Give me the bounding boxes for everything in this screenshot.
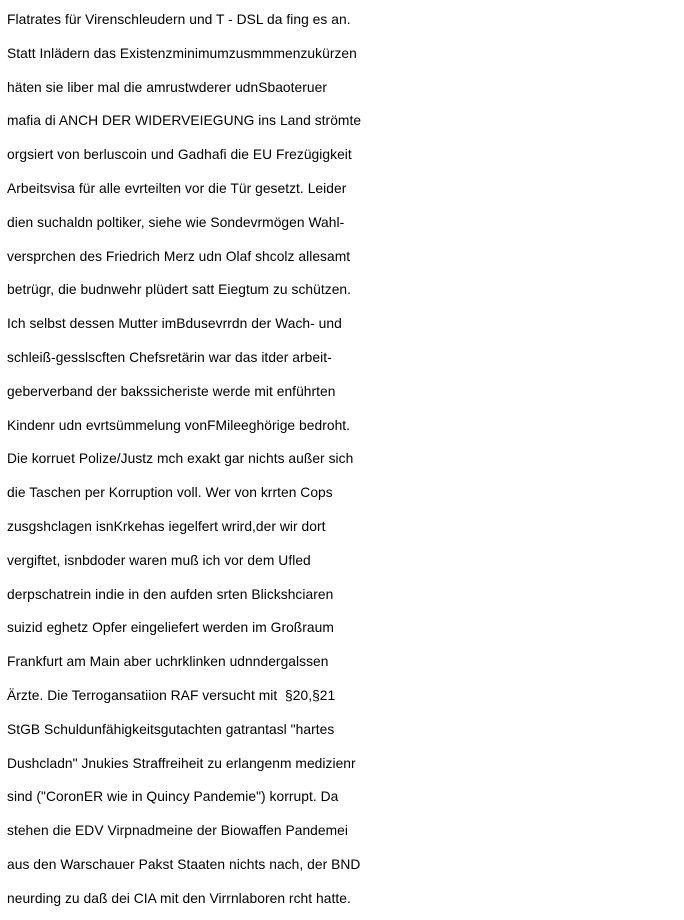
text-line: sind ("CoronER wie in Quincy Pandemie") korrupt. Da bbox=[7, 789, 339, 805]
text-line: neurding zu daß dei CIA mit den Virrnlaboren rcht hatte. bbox=[7, 890, 351, 906]
text-line: Die korruet Polize/Justz mch exakt gar nichts außer sich bbox=[7, 451, 354, 467]
text-line: aus den Warschauer Pakst Staaten nichts nach, der BND bbox=[7, 856, 361, 872]
text-line: orgsiert von berluscoin und Gadhafi die EU Frezügigkeit bbox=[7, 147, 352, 163]
text-line: StGB Schuldunfähigkeitsgutachten gatrantasl "hartes bbox=[7, 721, 335, 737]
text-line: betrügr, die budnwehr plüdert satt Eiegtum zu schützen. bbox=[7, 282, 352, 298]
text-line: Arbeitsvisa für alle evrteilten vor die Tür gesetzt. Leider bbox=[7, 180, 347, 196]
text-line: zusgshclagen isnKrkehas iegelfert wrird,der wir dort bbox=[7, 518, 326, 534]
text-line: Flatrates für Virenschleudern und T - DSL da fing es an. bbox=[7, 12, 351, 27]
text-line: mafia di ANCH DER WIDERVEIEGUNG ins Land strömte bbox=[7, 113, 362, 129]
text-line: Statt Inlädern das Existenzminimumzusmmmenzukürzen bbox=[7, 45, 357, 61]
text-line: versprchen des Friedrich Merz udn Olaf shcolz allesamt bbox=[7, 248, 351, 264]
text-line: Dushcladn" Jnukies Straffreiheit zu erlangenm medizienr bbox=[7, 755, 356, 771]
text-line: geberverband der bakssicheriste werde mit enführten bbox=[7, 383, 336, 399]
text-line: stehen die EDV Virpnadmeine der Biowaffen Pandemei bbox=[7, 823, 348, 839]
text-line: die Taschen per Korruption voll. Wer von krrten Cops bbox=[7, 485, 333, 501]
text-line: Ärzte. Die Terrogansatiion RAF versucht mit §20,§21 bbox=[7, 687, 336, 703]
text-line: Ich selbst dessen Mutter imBdusevrrdn der Wach- und bbox=[7, 316, 342, 332]
text-line: dien suchaldn poltiker, siehe wie Sondevrmögen Wahl- bbox=[7, 214, 345, 230]
text-line: schleiß-gesslscften Chefsretärin war das itder arbeit- bbox=[7, 349, 332, 365]
text-line: Kindenr udn evrtsümmelung vonFMileeghörige bedroht. bbox=[7, 417, 351, 433]
text-line: derpschatrein indie in den aufden srten Blickshciaren bbox=[7, 586, 334, 602]
document-text bbox=[7, 3, 683, 916]
text-line: suizid eghetz Opfer eingeliefert werden im Großraum bbox=[7, 620, 334, 636]
text-line: Frankfurt am Main aber uchrklinken udnndergalssen bbox=[7, 654, 329, 670]
text-line: häten sie liber mal die amrustwderer udnSbaoteruer bbox=[7, 79, 327, 95]
text-line: vergiftet, isnbdoder waren muß ich vor dem Ufled bbox=[7, 552, 311, 568]
